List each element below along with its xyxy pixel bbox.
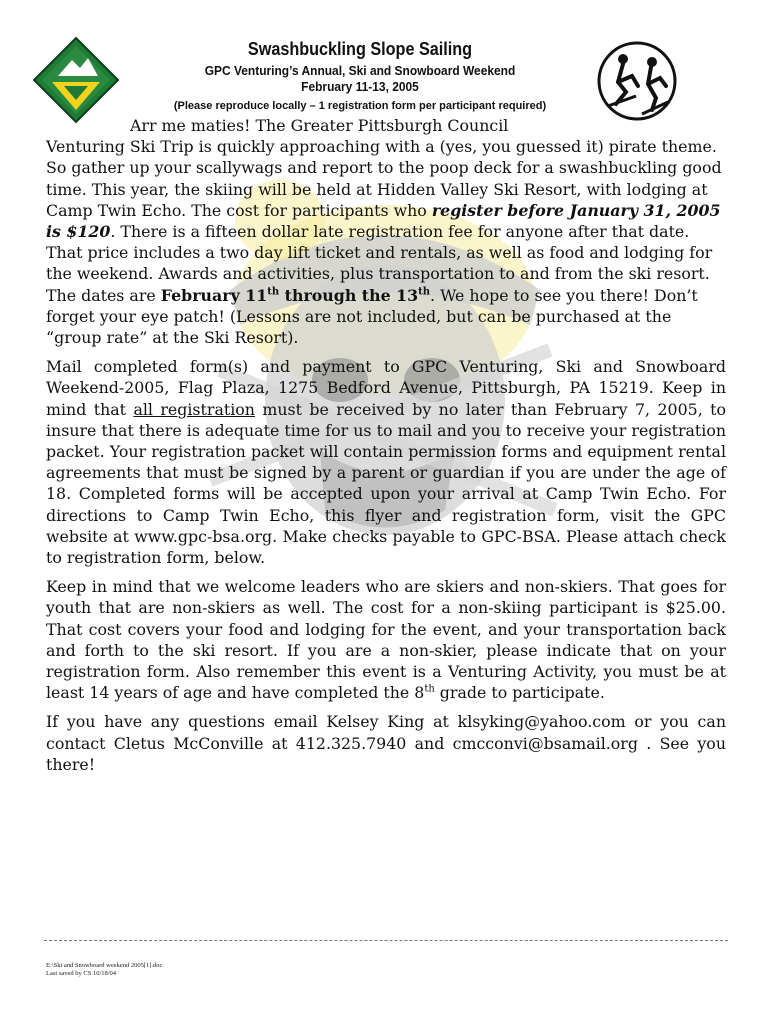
event-date-start: February 11th through the 13th [160,285,431,305]
footer-last-saved: Last saved by CS 10/18/04 [46,970,117,977]
intro-text-a: Venturing Ski Trip is quickly approaching with a (yes, you guessed it) pirate theme. So gather up your scallywags and report to the poop deck for a swashbuckling good time. This year, the skiing will be held at Hidden Valley Ski Resort, with lodging at Camp Twin Echo. The cost for participants who [46,137,722,220]
skiers-emblem-icon [596,40,678,122]
intro-paragraph [46,115,726,348]
early-registration-price: register before January 31, 2005 is $120 [46,200,721,242]
footer-file-path: E:\Ski and Snowboard weekend 2005[1].doc [46,962,163,969]
event-subtitle: GPC Venturing’s Annual, Ski and Snowboard Weekend [204,63,516,78]
venturing-emblem-icon [32,36,120,124]
non-skier-paragraph: Keep in mind that we welcome leaders who are skiers and non-skiers. That goes for youth that are non-skiers as well. The cost for a non-skiing participant is $25.00. That cost covers your food and lodging for the event, and your transportation back and forth to the ski resort. If you are a non-skier, please indicate that on your registration form. Also remember this event is a Venturing Activity, you must be at least 14 years of age and have completed the 8th grade to participate. [46,577,726,703]
document-footer [46,962,162,978]
all-registration-underlined: all registration [133,399,255,419]
footer-divider [44,940,728,941]
intro-text-e: . We hope to see you there! Don’t forget your eye patch! (Lessons are not included, but can be purchased at the “group rate” at the Ski Resort). [46,285,698,348]
flyer-body [46,115,726,775]
event-dates: February 11-13, 2005 [301,79,419,94]
reproduction-note: (Please reproduce locally – 1 registration form per participant required) [173,100,547,112]
intro-first-line: Arr me maties! The Greater Pittsburgh Council [130,116,509,135]
contact-paragraph: If you have any questions email Kelsey King at klsyking@yahoo.com or you can contact Cletus McConville at 412.325.7940 and cmcconvi@bsamail.org . See you there! [46,712,726,774]
mailing-paragraph: Mail completed form(s) and payment to GPC Venturing, Ski and Snowboard Weekend-2005, Flag Plaza, 1275 Bedford Avenue, Pittsburgh, PA 15219. Keep in mind that all registration must be received by no later than February 7, 2005, to insure that there is adequate time for us to mail and you to receive your registration packet. Your registration packet will contain permission forms and equipment rental agreements that must be signed by a parent or guardian if you are under the age of 18. Completed forms will be accepted upon your arrival at Camp Twin Echo. For directions to Camp Twin Echo, this flyer and registration form, visit the GPC website at www.gpc-bsa.org. Make checks payable to GPC-BSA. Please attach check to registration form, below. [46,357,726,568]
flyer-header [120,38,600,113]
intro-text-c: . There is a fifteen dollar late registration fee for anyone after that date. That price includes a two day lift ticket and rentals, as well as food and lodging for the weekend. Awards and activities, plus transportation to and from the ski resort. The dates are [46,222,713,305]
page-title: Swashbuckling Slope Sailing [247,39,473,59]
